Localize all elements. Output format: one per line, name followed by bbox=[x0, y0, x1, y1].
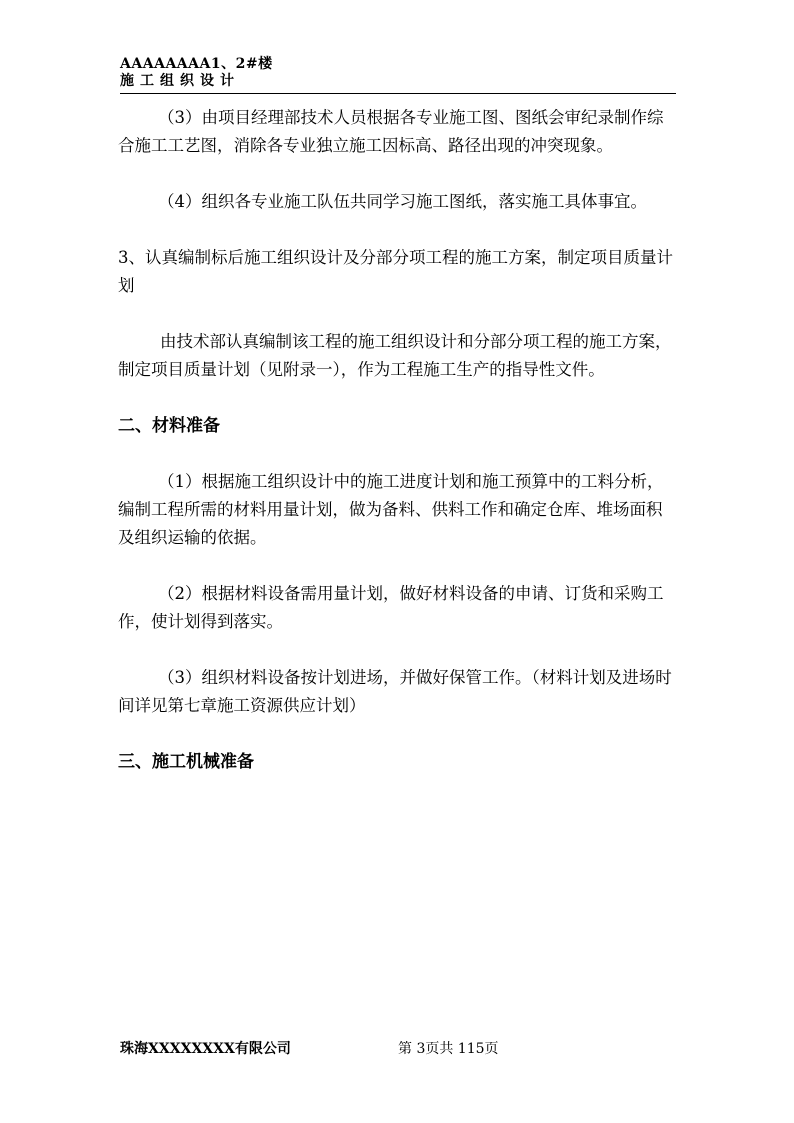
paragraph-technical-dept: 由技术部认真编制该工程的施工组织设计和分部分项工程的施工方案，制定项目质量计划（见附录一），作为工程施工生产的指导性文件。 bbox=[118, 332, 672, 379]
heading-machinery-prep: 三、施工机械准备 bbox=[118, 752, 254, 772]
paragraph-item-3: （3）由项目经理部技术人员根据各专业施工图、图纸会审纪录制作综合施工工艺图，消除各专业独立施工因标高、路径出现的冲突现象。 bbox=[118, 108, 664, 155]
footer-page-number: 第 3页共 115页 bbox=[398, 1041, 499, 1057]
document-body bbox=[118, 104, 678, 776]
paragraph-item-4: （4）组织各专业施工队伍共同学习施工图纸，落实施工具体事宜。 bbox=[158, 192, 647, 211]
heading-material-prep: 二、材料准备 bbox=[118, 416, 220, 436]
page-header bbox=[120, 56, 676, 90]
paragraph-material-1: （1）根据施工组织设计中的施工进度计划和施工预算中的工料分析，编制工程所需的材料用量计划，做为备料、供料工作和确定仓库、堆场面积及组织运输的依据。 bbox=[118, 472, 664, 547]
section-3-title: 3、认真编制标后施工组织设计及分部分项工程的施工方案，制定项目质量计划 bbox=[118, 248, 673, 295]
paragraph-material-2: （2）根据材料设备需用量计划，做好材料设备的申请、订货和采购工作，使计划得到落实。 bbox=[118, 584, 664, 631]
footer-company: 珠海XXXXXXXX有限公司 bbox=[120, 1041, 291, 1057]
header-project: AAAAAAAA1、2#楼 bbox=[120, 56, 273, 72]
header-doc-title: 施工组织设计 bbox=[120, 73, 240, 89]
paragraph-material-3: （3）组织材料设备按计划进场，并做好保管工作。（材料计划及进场时间详见第七章施工资源供应计划） bbox=[118, 668, 672, 715]
header-divider bbox=[120, 93, 676, 94]
